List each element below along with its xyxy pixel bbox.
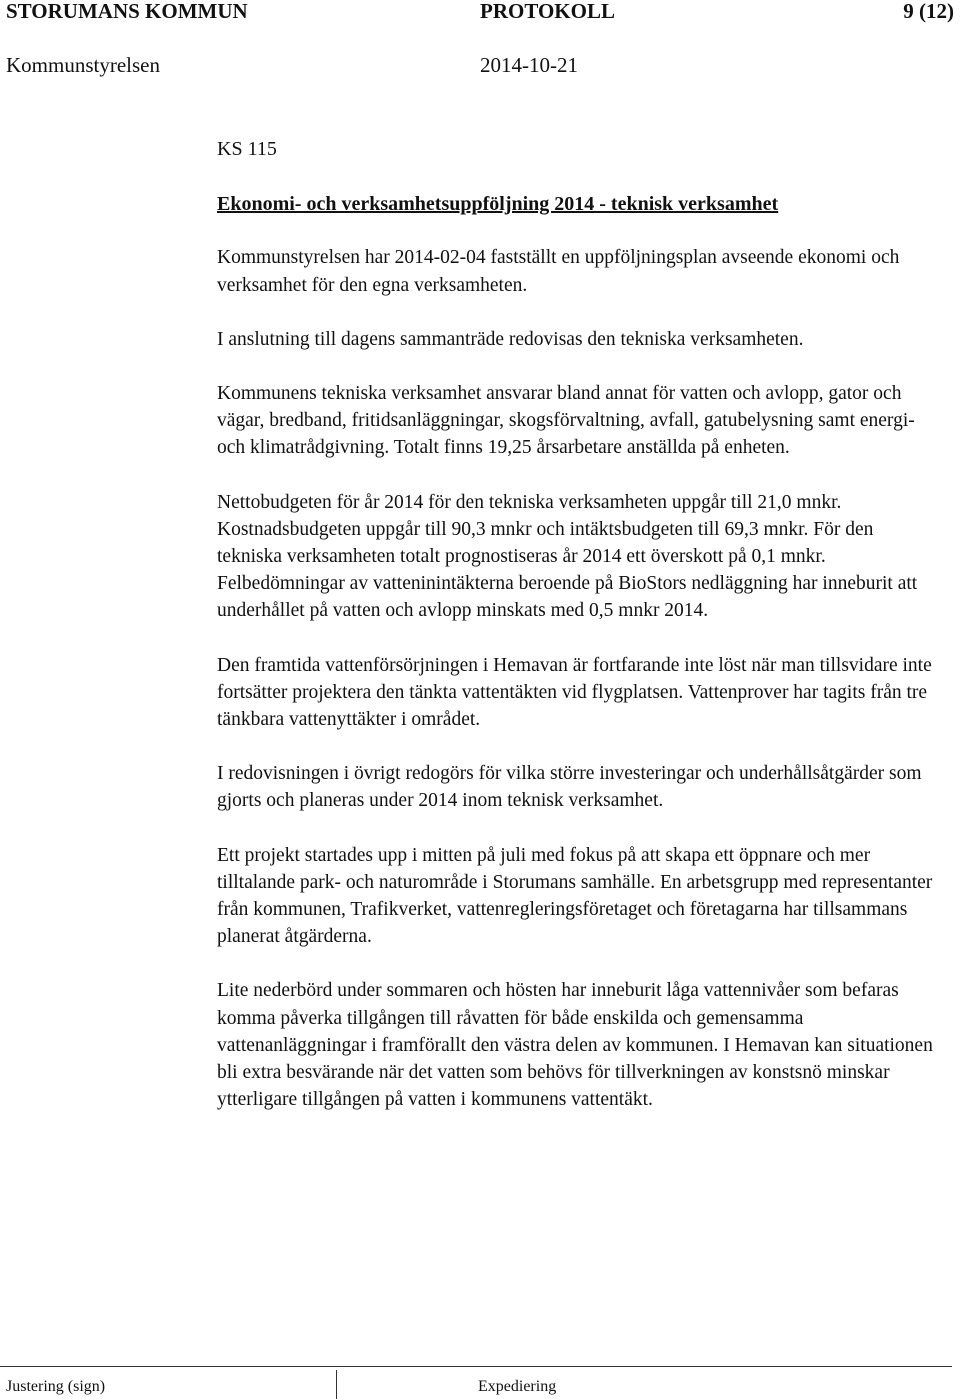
dispatch-label: Expediering (478, 1378, 557, 1395)
protocol-section (217, 136, 937, 1140)
signature-label: Justering (sign) (6, 1378, 106, 1395)
page-footer (0, 1376, 960, 1398)
section-id: KS 115 (217, 138, 277, 160)
meeting-date: 2014-10-21 (480, 53, 578, 77)
paragraph: I redovisningen i övrigt redogörs för vilka större investeringar och underhållsåtgärder som gjorts och planeras under 2014 inom teknisk verksamhet. (217, 763, 922, 812)
document-type: PROTOKOLL (480, 0, 615, 23)
page-subheader (6, 52, 954, 78)
paragraph: I anslutning till dagens sammanträde redovisas den tekniska verksamheten. (217, 328, 804, 350)
page-number: 9 (12) (903, 0, 954, 23)
municipality-name: STORUMANS KOMMUN (6, 0, 248, 23)
section-title: Ekonomi- och verksamhetsuppföljning 2014 - teknisk verksamhet (217, 193, 779, 216)
paragraph: Den framtida vattenförsörjningen i Hemavan är fortfarande inte löst när man tillsvidare inte fortsätter projektera den tänkta vattentäkten vid flygplatsen. Vattenprover har tagits från tre tänkbara vattenyttäkter i området. (217, 654, 932, 731)
footer-rule (0, 1366, 952, 1367)
paragraph: Kommunstyrelsen har 2014-02-04 fastställt en uppföljningsplan avseende ekonomi och verksamhet för den egna verksamheten. (217, 247, 900, 296)
paragraph: Ett projekt startades upp i mitten på juli med fokus på att skapa ett öppnare och mer tilltalande park- och naturområde i Storumans samhälle. En arbetsgrupp med representanter från kommunen, Trafikverket, vattenregleringsföretaget och företagarna har tillsammans planerat åtgärderna. (217, 844, 933, 948)
page-header (6, 0, 954, 24)
paragraph: Lite nederbörd under sommaren och hösten har inneburit låga vattennivåer som befaras komma påverka tillgången till råvatten för både enskilda och gemensamma vattenanläggningar i framförallt den västra delen av kommunen. I Hemavan kan situationen bli extra besvärande när det vatten som behövs för tillverkningen av konstsnö minskar ytterligare tillgången på vatten i kommunens vattentäkt. (217, 980, 933, 1111)
paragraph: Nettobudgeten för år 2014 för den tekniska verksamheten uppgår till 21,0 mnkr. Kostnadsbudgeten uppgår till 90,3 mnkr och intäktsbudgeten till 69,3 mnkr. För den tekniska verksamheten totalt prognostiseras år 2014 ett överskott på 0,1 mnkr. Felbedömningar av vatteninintäkterna beroende på BioStors nedläggning har inneburit att underhållet på vatten och avlopp minskats med 0,5 mnkr 2014. (217, 491, 918, 622)
committee-name: Kommunstyrelsen (6, 53, 160, 77)
paragraph: Kommunens tekniska verksamhet ansvarar bland annat för vatten och avlopp, gator och vägar, bredband, fritidsanläggningar, skogsförvaltning, avfall, gatubelysning samt energi- och klimatrådgivning. Totalt finns 19,25 årsarbetare anställda på enheten. (217, 383, 915, 459)
